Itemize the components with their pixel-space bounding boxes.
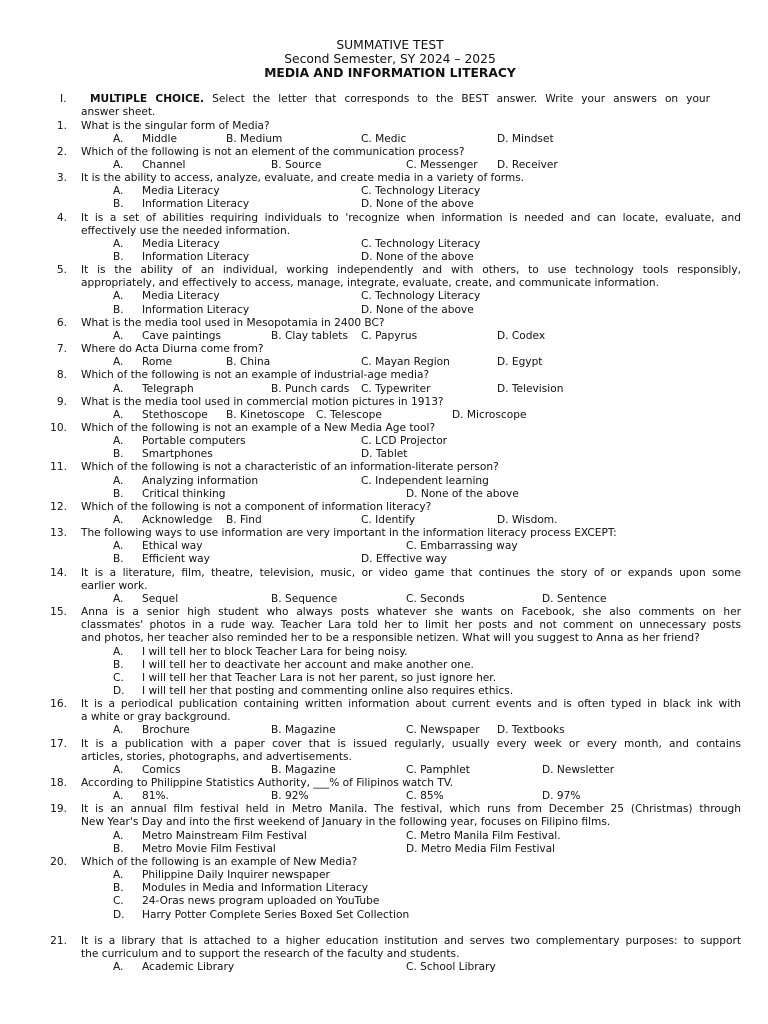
answer-option: D. Tablet <box>361 448 408 461</box>
answer-option <box>113 869 330 882</box>
answer-option <box>113 895 380 908</box>
question-text: What is the singular form of Media? <box>81 119 270 132</box>
answer-option: B. Sequence <box>271 592 338 605</box>
question-text: Which of the following is not an element of the communication process? <box>81 145 465 158</box>
question-text: classmates' photos in a rude way. Teacher Lara told her to limit her posts and not comment on unnecessary posts <box>81 619 741 632</box>
section-title: MULTIPLE CHOICE. <box>90 93 205 105</box>
answer-option <box>113 435 246 448</box>
answer-option <box>113 303 250 316</box>
answer-option: D. 97% <box>542 790 581 803</box>
option-letter: A. <box>113 869 124 882</box>
option-text: Brochure <box>142 724 190 737</box>
answer-option <box>113 790 169 803</box>
question-number: 12. <box>50 500 67 513</box>
answer-option <box>113 237 220 250</box>
section-roman: I. <box>60 93 67 105</box>
test-title: SUMMATIVE TEST <box>336 38 444 52</box>
option-letter: B. <box>113 553 124 566</box>
option-letter: A. <box>113 132 124 145</box>
question-text: It is the ability to access, analyze, evaluate, and create media in a variety of forms. <box>81 172 525 185</box>
answer-option: B. Clay tablets <box>271 329 348 342</box>
option-letter: A. <box>113 237 124 250</box>
option-letter: B. <box>113 658 124 671</box>
option-letter: A. <box>113 829 124 842</box>
question-number: 3. <box>56 172 67 185</box>
answer-option <box>113 684 514 697</box>
option-text: Critical thinking <box>142 487 226 500</box>
answer-option <box>113 724 190 737</box>
answer-option: B. 92% <box>271 790 309 803</box>
answer-option: B. Find <box>226 514 262 526</box>
question-text: Which of the following is an example of New Media? <box>81 855 358 868</box>
question-text: It is the ability of an individual, working independently and with others, to use technology tools responsibly, <box>81 264 741 277</box>
answer-option: D. Mindset <box>497 132 554 145</box>
answer-option: C. Messenger <box>406 158 478 171</box>
answer-option: B. Source <box>271 158 322 171</box>
question-text: Which of the following is not a component of information literacy? <box>81 500 432 513</box>
answer-option <box>113 185 220 198</box>
question-text: According to Philippine Statistics Authority, ___% of Filipinos watch TV. <box>81 777 454 789</box>
answer-option: B. Magazine <box>271 763 336 776</box>
option-text: Philippine Daily Inquirer newspaper <box>142 869 330 882</box>
question-text: It is a set of abilities requiring individuals to 'recognize when information is needed and can locate, evaluate, and <box>81 211 741 224</box>
answer-option <box>113 645 408 658</box>
option-text: I will tell her to block Teacher Lara for being noisy. <box>142 645 408 658</box>
option-text: Media Literacy <box>142 185 220 198</box>
answer-option <box>113 763 181 776</box>
answer-option: B. Medium <box>226 132 283 145</box>
answer-option <box>113 671 497 684</box>
answer-option <box>113 448 213 461</box>
option-text: Middle <box>142 132 177 145</box>
question-text: a white or gray background. <box>81 711 231 724</box>
option-letter: A. <box>113 382 124 395</box>
option-text: Information Literacy <box>142 198 250 211</box>
option-text: Acknowledge <box>142 514 213 526</box>
question-number: 6. <box>56 316 67 329</box>
option-letter: A. <box>113 185 124 198</box>
question-text: Which of the following is not an example of a New Media Age tool? <box>81 421 436 434</box>
answer-option: C. 85% <box>406 790 444 803</box>
answer-option <box>113 290 220 303</box>
answer-option: C. Identify <box>361 514 416 526</box>
answer-option: B. Punch cards <box>271 382 350 395</box>
question-number: 19. <box>50 803 67 816</box>
question-number: 18. <box>50 777 67 789</box>
option-text: Stethoscope <box>142 408 208 421</box>
answer-option <box>113 474 259 487</box>
option-text: Sequel <box>142 592 179 605</box>
answer-option: C. School Library <box>406 961 496 974</box>
question-text: It is a library that is attached to a higher education institution and serves two complementary purposes: to support <box>81 934 741 947</box>
answer-option <box>113 132 177 145</box>
option-letter: A. <box>113 790 124 803</box>
question-number: 7. <box>56 343 67 356</box>
question-number: 20. <box>50 855 67 868</box>
semester-line: Second Semester, SY 2024 – 2025 <box>284 52 496 66</box>
answer-option: C. Technology Literacy <box>361 185 481 198</box>
option-letter: A. <box>113 158 124 171</box>
answer-option <box>113 829 307 842</box>
instruction-continuation: answer sheet. <box>81 106 156 118</box>
question-text: What is the media tool used in Mesopotamia in 2400 BC? <box>81 316 385 329</box>
answer-option: C. Technology Literacy <box>361 237 481 250</box>
answer-option <box>113 592 179 605</box>
option-letter: A. <box>113 592 124 605</box>
answer-option: D. Wisdom. <box>497 514 558 526</box>
answer-option: D. Microscope <box>452 408 527 421</box>
answer-option <box>113 961 235 974</box>
option-text: Portable computers <box>142 435 246 448</box>
option-letter: A. <box>113 540 124 553</box>
option-text: Modules in Media and Information Literacy <box>142 882 369 895</box>
option-text: Information Literacy <box>142 303 250 316</box>
option-letter: A. <box>113 645 124 658</box>
option-letter: B. <box>113 487 124 500</box>
option-text: Cave paintings <box>142 329 221 342</box>
question-number: 4. <box>56 211 67 224</box>
option-letter: A. <box>113 329 124 342</box>
answer-option: D. None of the above <box>361 198 474 211</box>
option-text: Media Literacy <box>142 237 220 250</box>
answer-option <box>113 408 208 421</box>
option-text: Media Literacy <box>142 290 220 303</box>
answer-option: C. Typewriter <box>361 382 431 395</box>
option-letter: B. <box>113 882 124 895</box>
question-number: 10. <box>50 421 67 434</box>
question-text: Which of the following is not an example of industrial-age media? <box>81 369 430 382</box>
option-text: I will tell her that Teacher Lara is not her parent, so just ignore her. <box>142 671 497 684</box>
answer-option: D. Metro Media Film Festival <box>406 842 556 855</box>
answer-option: D. None of the above <box>361 251 474 263</box>
question-text: The following ways to use information are very important in the information literacy process EXCEPT: <box>81 527 617 540</box>
option-letter: B. <box>113 303 124 316</box>
option-letter: A. <box>113 408 124 421</box>
answer-option: C. Newspaper <box>406 724 480 737</box>
option-text: Ethical way <box>142 540 203 553</box>
section-instruction <box>90 93 710 106</box>
question-text: Where do Acta Diurna come from? <box>81 343 264 356</box>
option-letter: B. <box>113 198 124 211</box>
answer-option <box>113 553 210 566</box>
question-text: It is a periodical publication containing written information about current events and is often typed in black ink with <box>81 698 741 711</box>
answer-option: D. Newsletter <box>542 763 615 776</box>
option-letter: A. <box>113 290 124 303</box>
question-text: It is a literature, film, theatre, television, music, or video game that continues the story of or expands upon some <box>81 566 741 579</box>
option-text: Rome <box>142 356 173 369</box>
answer-option <box>113 158 186 171</box>
option-text: I will tell her that posting and commenting online also requires ethics. <box>142 684 514 697</box>
answer-option <box>113 882 369 895</box>
instruction-text: Select the letter that corresponds to the BEST answer. Write your answers on your <box>212 93 711 105</box>
option-letter: A. <box>113 435 124 448</box>
question-text: Anna is a senior high student who always posts whatever she wants on Facebook, she also comments on her <box>81 606 741 619</box>
answer-option: D. Receiver <box>497 158 558 171</box>
answer-option: C. LCD Projector <box>361 435 448 448</box>
answer-option: C. Seconds <box>406 592 465 605</box>
option-letter: B. <box>113 842 124 855</box>
option-text: 24-Oras news program uploaded on YouTube <box>142 895 380 908</box>
question-number: 5. <box>56 264 67 277</box>
answer-option <box>113 382 194 395</box>
option-letter: D. <box>113 684 125 697</box>
answer-option <box>113 908 410 921</box>
question-text: the curriculum and to support the research of the faculty and students. <box>81 947 460 960</box>
option-text: Channel <box>142 158 186 171</box>
option-letter: B. <box>113 448 124 461</box>
question-text: It is an annual film festival held in Metro Manila. The festival, which runs from December 25 (Christmas) through <box>81 803 741 816</box>
answer-option <box>113 658 474 671</box>
question-text: It is a publication with a paper cover that is issued regularly, usually every week or every month, and contains <box>81 737 741 750</box>
option-text: Analyzing information <box>142 474 259 487</box>
option-text: Metro Movie Film Festival <box>142 842 276 855</box>
option-letter: A. <box>113 763 124 776</box>
question-text: and photos, her teacher also reminded her to be a responsible netizen. What will you suggest to Anna as her friend? <box>81 632 700 645</box>
question-number: 11. <box>50 461 67 474</box>
option-letter: A. <box>113 356 124 369</box>
question-text: Which of the following is not a characteristic of an information-literate person? <box>81 461 499 474</box>
option-text: 81%. <box>142 790 169 803</box>
option-letter: A. <box>113 961 124 974</box>
question-text: effectively use the needed information. <box>81 224 291 237</box>
option-text: Comics <box>142 763 181 776</box>
answer-option: D. Textbooks <box>497 724 565 737</box>
option-letter: A. <box>113 724 124 737</box>
subject-title: MEDIA AND INFORMATION LITERACY <box>264 66 516 80</box>
answer-option <box>113 198 250 211</box>
answer-option: D. Television <box>497 382 564 395</box>
answer-option <box>113 487 226 500</box>
answer-option: C. Technology Literacy <box>361 290 481 303</box>
question-number: 13. <box>50 527 67 540</box>
answer-option: C. Mayan Region <box>361 356 450 369</box>
answer-option: B. Magazine <box>271 724 336 737</box>
question-text: articles, stories, photographs, and advertisements. <box>81 750 352 763</box>
option-letter: C. <box>113 895 124 908</box>
answer-option <box>113 251 250 263</box>
option-letter: B. <box>113 251 124 263</box>
answer-option: C. Embarrassing way <box>406 540 518 553</box>
option-text: Telegraph <box>142 382 194 395</box>
option-text: Smartphones <box>142 448 213 461</box>
question-number: 16. <box>50 698 67 711</box>
question-number: 2. <box>56 145 67 158</box>
question-number: 15. <box>50 606 67 619</box>
question-number: 14. <box>50 566 67 579</box>
option-text: Efficient way <box>142 553 210 566</box>
answer-option: C. Telescope <box>316 408 382 421</box>
option-text: Metro Mainstream Film Festival <box>142 829 307 842</box>
option-text: Information Literacy <box>142 251 250 263</box>
answer-option: B. Kinetoscope <box>226 408 305 421</box>
answer-option: D. Sentence <box>542 592 607 605</box>
answer-option: B. China <box>226 356 271 369</box>
answer-option: C. Pamphlet <box>406 763 470 776</box>
option-letter: A. <box>113 514 124 526</box>
answer-option: C. Medic <box>361 132 407 145</box>
question-text: appropriately, and effectively to access, manage, integrate, evaluate, create, and communicate information. <box>81 277 660 290</box>
option-letter: D. <box>113 908 125 921</box>
answer-option <box>113 514 213 526</box>
answer-option: D. Codex <box>497 329 546 342</box>
answer-option <box>113 356 173 369</box>
answer-option: C. Papyrus <box>361 329 418 342</box>
question-number: 17. <box>50 737 67 750</box>
option-text: Academic Library <box>142 961 235 974</box>
option-letter: A. <box>113 474 124 487</box>
option-text: I will tell her to deactivate her account and make another one. <box>142 658 474 671</box>
question-number: 8. <box>56 369 67 382</box>
answer-option: C. Metro Manila Film Festival. <box>406 829 561 842</box>
answer-option: D. Effective way <box>361 553 447 566</box>
question-text: New Year's Day and into the first weekend of January in the following year, focuses on Filipino films. <box>81 816 611 829</box>
answer-option: C. Independent learning <box>361 474 489 487</box>
answer-option: D. None of the above <box>406 487 519 500</box>
option-letter: C. <box>113 671 124 684</box>
answer-option <box>113 329 221 342</box>
question-number: 21. <box>50 934 67 947</box>
question-number: 1. <box>56 119 67 132</box>
answer-option <box>113 540 203 553</box>
question-text: earlier work. <box>81 579 148 592</box>
answer-option: D. Egypt <box>497 356 543 369</box>
option-text: Harry Potter Complete Series Boxed Set Collection <box>142 908 410 921</box>
answer-option <box>113 842 276 855</box>
answer-option: D. None of the above <box>361 303 474 316</box>
question-number: 9. <box>56 395 67 408</box>
question-text: What is the media tool used in commercial motion pictures in 1913? <box>81 395 444 408</box>
